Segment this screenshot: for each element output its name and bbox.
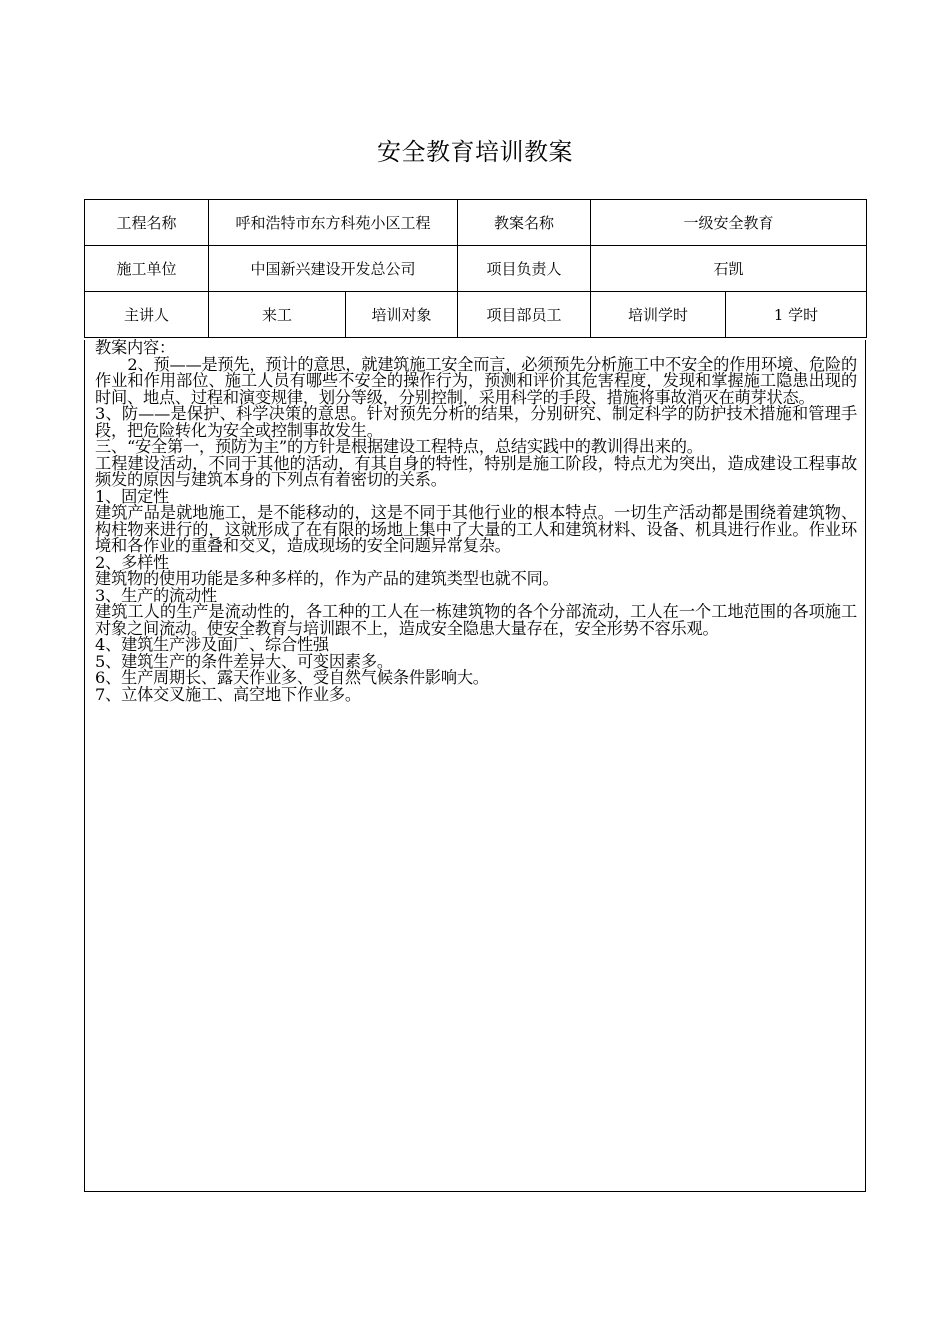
content-paragraph: 2、预——是预先，预计的意思，就建筑施工安全而言，必须预先分析施工中不安全的作用环境、危险的作业和作用部位、施工人员有哪些不安全的操作行为，预测和评价其危害程度，发现和掌握施工隐患出现的时间、地点、过程和演变规律，划分等级，分别控制，采用科学的手段、措施将事故消灭在萌芽状态。 — [95, 354, 857, 407]
lecturer-value: 来工 — [209, 292, 346, 338]
content-heading: 教案内容： — [95, 338, 175, 357]
project-name-value: 呼和浩特市东方科苑小区工程 — [209, 200, 458, 246]
target-value: 项目部员工 — [458, 292, 591, 338]
table-row — [85, 246, 867, 292]
content-paragraph: 建筑工人的生产是流动性的，各工种的工人在一栋建筑物的各个分部流动，工人在一个工地范围的各项施工对象之间流动。使安全教育与培训跟不上，造成安全隐患大量存在，安全形势不容乐观。 — [95, 602, 857, 638]
lesson-name-value: 一级安全教育 — [591, 200, 867, 246]
content-paragraph: 7、立体交叉施工、高空地下作业多。 — [95, 684, 361, 704]
unit-value: 中国新兴建设开发总公司 — [209, 246, 458, 292]
content-paragraph: 工程建设活动，不同于其他的活动，有其自身的特性，特别是施工阶段，特点尤为突出，造成建设工程事故频发的原因与建筑本身的下列点有着密切的关系。 — [95, 453, 857, 489]
content-paragraph: 5、建筑生产的条件差异大、可变因素多。 — [95, 651, 393, 671]
manager-label: 项目负责人 — [458, 246, 591, 292]
content-paragraph: 建筑物的使用功能是多种多样的，作为产品的建筑类型也就不同。 — [95, 569, 559, 588]
page-title: 安全教育培训教案 — [377, 138, 573, 166]
content-paragraph: 3、生产的流动性 — [95, 585, 218, 605]
content-paragraph: 6、生产周期长、露天作业多、受自然气候条件影响大。 — [95, 668, 489, 687]
content-paragraph: 1、固定性 — [95, 486, 170, 506]
content-paragraph: 3、防——是保护、科学决策的意思。针对预先分析的结果，分别研究、制定科学的防护技术措施和管理手段，把危险转化为安全或控制事故发生。 — [95, 404, 857, 440]
content-paragraph: 三、“安全第一，预防为主”的方针是根据建设工程特点，总结实践中的教训得出来的。 — [95, 437, 703, 456]
hours-value: 1 学时 — [726, 292, 867, 338]
unit-label: 施工单位 — [85, 246, 209, 292]
lecturer-label: 主讲人 — [85, 292, 209, 338]
lesson-content-box — [84, 340, 866, 1192]
content-paragraph: 4、建筑生产涉及面广、综合性强 — [95, 635, 329, 654]
target-label: 培训对象 — [346, 292, 458, 338]
content-paragraph: 建筑产品是就地施工，是不能移动的，这是不同于其他行业的根本特点。一切生产活动都是围绕着建筑物、构柱物来进行的，这就形成了在有限的场地上集中了大量的工人和建筑材料、设备、机具进行作业。作业环境和各作业的重叠和交叉，造成现场的安全问题异常复杂。 — [95, 503, 857, 555]
lesson-content — [85, 340, 865, 703]
lesson-info-table — [84, 199, 867, 338]
lesson-name-label: 教案名称 — [458, 200, 591, 246]
project-name-label: 工程名称 — [85, 200, 209, 246]
manager-value: 石凯 — [591, 246, 867, 292]
hours-label: 培训学时 — [591, 292, 726, 338]
table-row — [85, 200, 867, 246]
content-paragraph: 2、多样性 — [95, 552, 170, 572]
table-row — [85, 292, 867, 338]
